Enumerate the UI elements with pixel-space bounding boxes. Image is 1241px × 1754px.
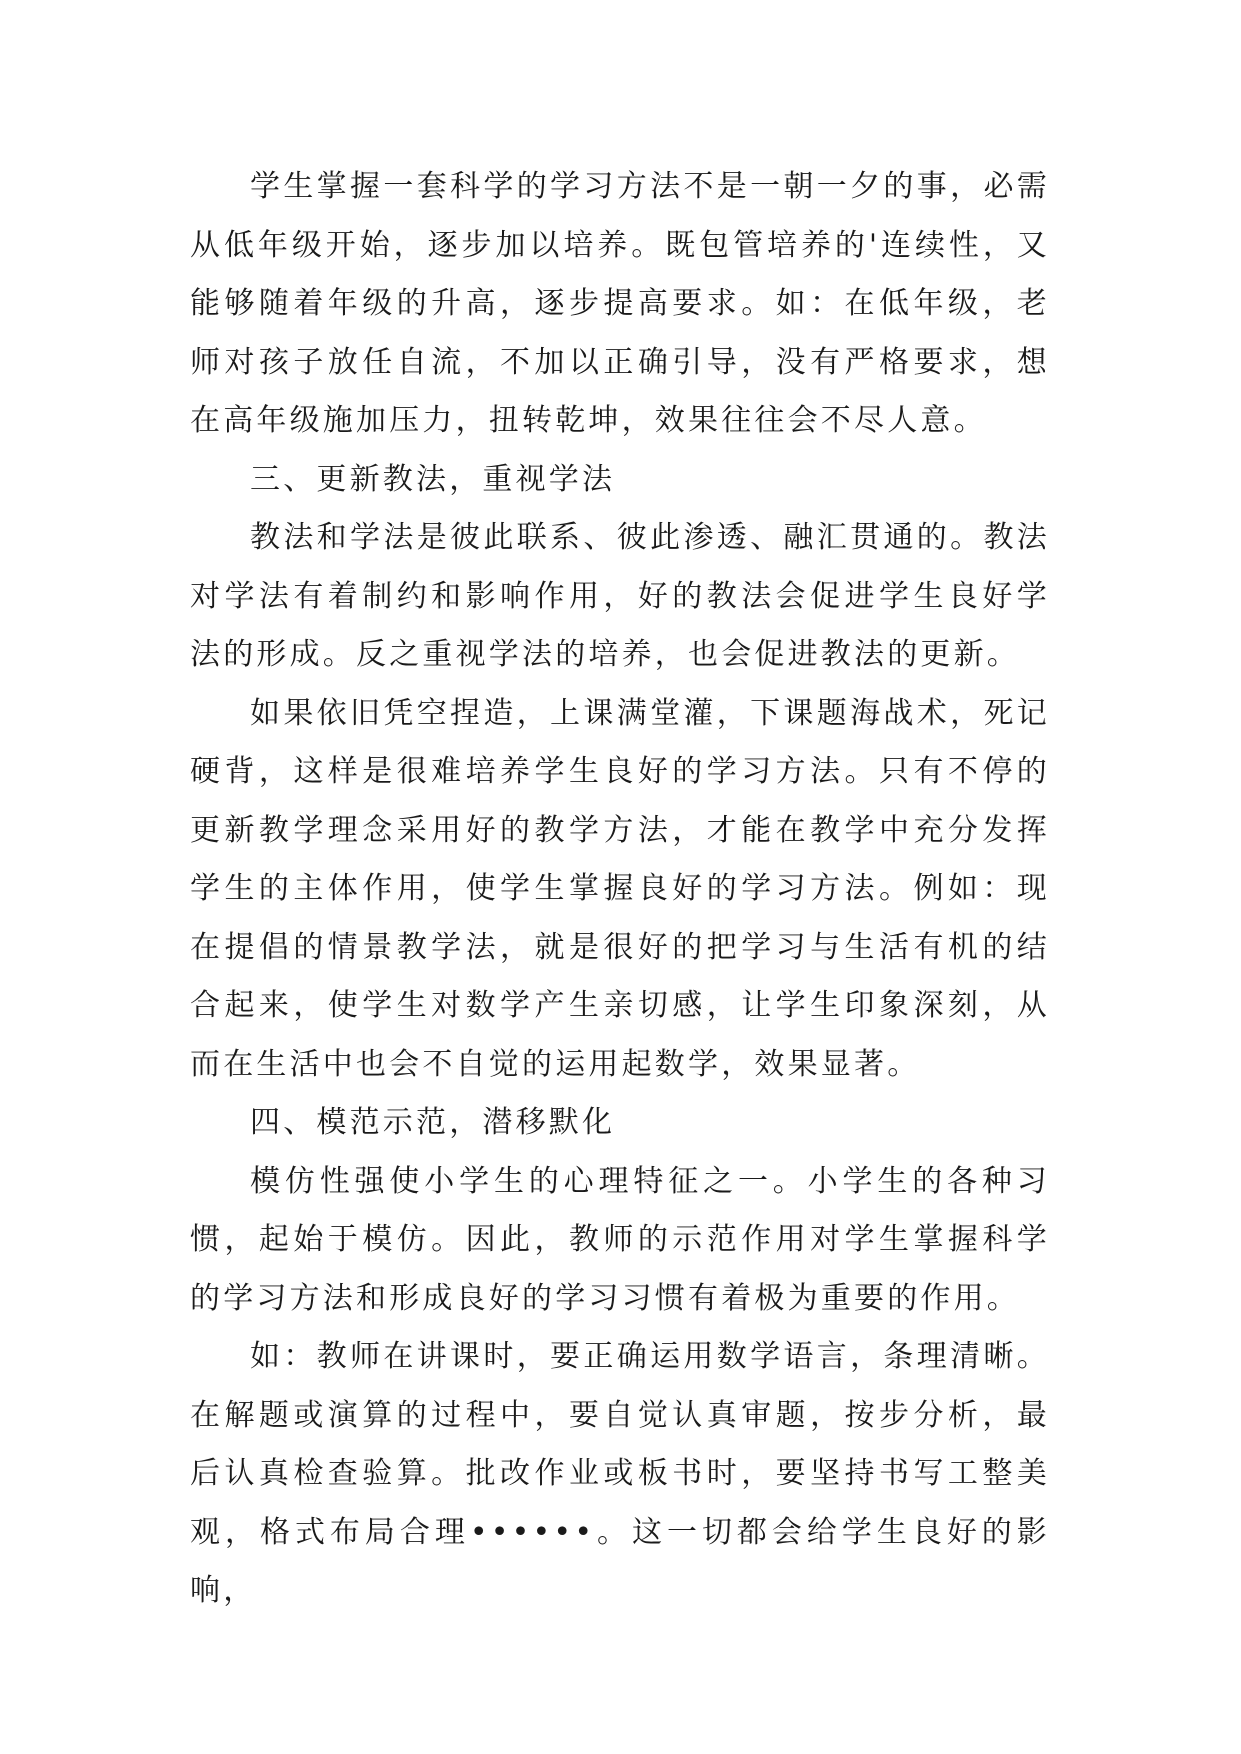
paragraph-teaching-learning: 教法和学法是彼此联系、彼此渗透、融汇贯通的。教法对学法有着制约和影响作用，好的教法会促进学生良好学法的形成。反之重视学法的培养，也会促进教法的更新。 (190, 520, 1050, 672)
document-page (190, 158, 1050, 1621)
paragraph-update-methods: 如果依旧凭空捏造，上课满堂灌，下课题海战术，死记硬背，这样是很难培养学生良好的学习方法。只有不停的更新教学理念采用好的教学方法，才能在教学中充分发挥学生的主体作用，使学生掌握良好的学习方法。例如：现在提倡的情景教学法，就是很好的把学习与生活有机的结合起来，使学生对数学产生亲切感，让学生印象深刻，从而在生活中也会不自觉的运用起数学，效果显著。 (190, 695, 1050, 1082)
paragraph-imitation: 模仿性强使小学生的心理特征之一。小学生的各种习惯，起始于模仿。因此，教师的示范作用对学生掌握科学的学习方法和形成良好的学习习惯有着极为重要的作用。 (190, 1163, 1050, 1316)
paragraph-learning-methods: 学生掌握一套科学的学习方法不是一朝一夕的事，必需从低年级开始，逐步加以培养。既包管培养的'连续性，又能够随着年级的升高，逐步提高要求。如：在低年级，老师对孩子放任自流，不加以正确引导，没有严格要求，想在高年级施加压力，扭转乾坤，效果往往会不尽人意。 (190, 169, 1050, 438)
section-heading-4: 四、模范示范，潜移默化 (250, 1105, 616, 1140)
paragraph-teacher-example: 如：教师在讲课时，要正确运用数学语言，条理清晰。在解题或演算的过程中，要自觉认真审题，按步分析，最后认真检查验算。批改作业或板书时，要坚持书写工整美观，格式布局合理••••••。这一切都会给学生良好的影响， (190, 1339, 1050, 1608)
section-heading-3: 三、更新教法，重视学法 (250, 461, 616, 497)
